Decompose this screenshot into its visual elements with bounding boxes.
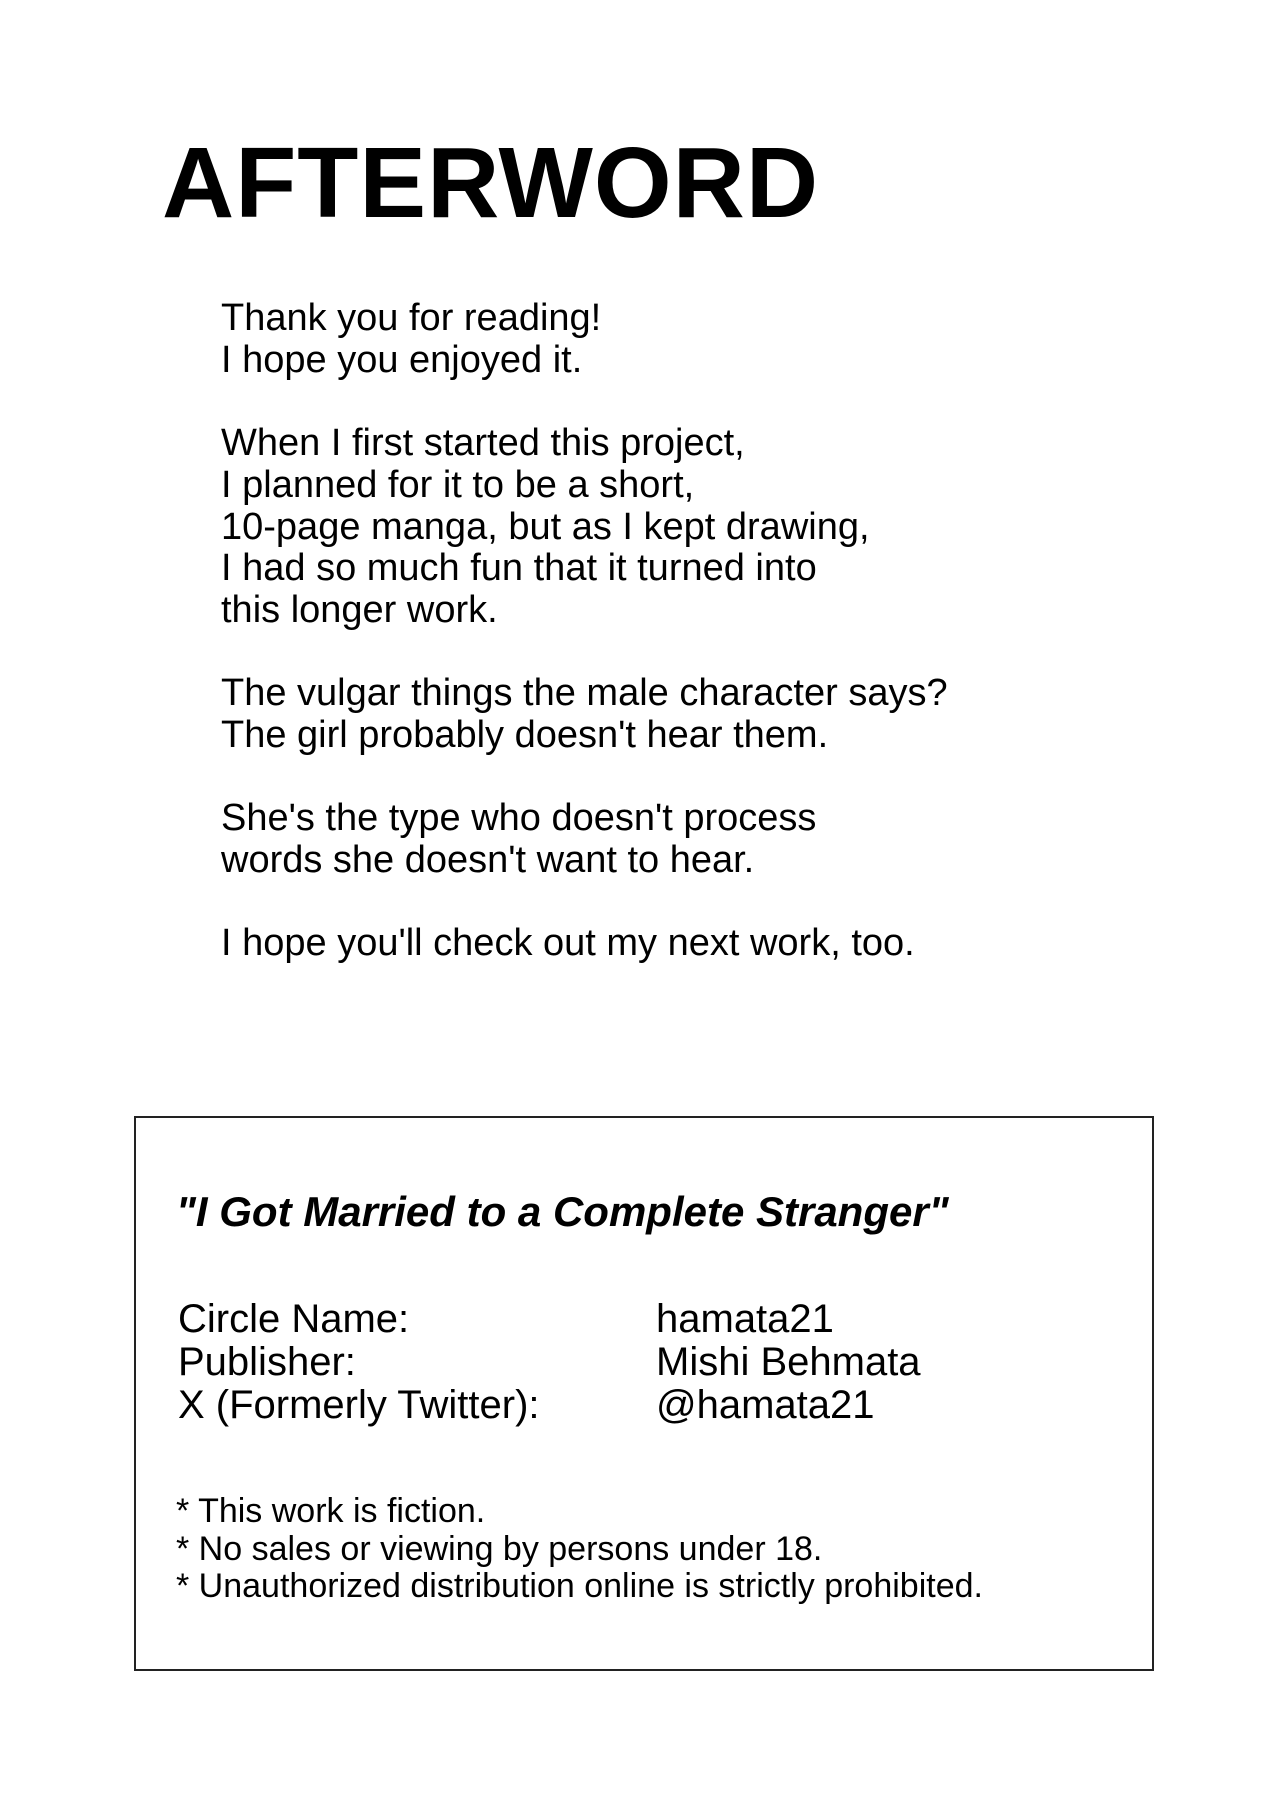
note: * This work is fiction.: [176, 1492, 486, 1530]
text-line: I had so much fun that it turned into: [221, 547, 817, 590]
text-line: this longer work.: [221, 588, 498, 631]
credit-value: @hamata21: [656, 1383, 875, 1427]
text-line: The girl probably doesn't hear them.: [221, 714, 829, 756]
credit-row: [178, 1298, 921, 1341]
text-line: I hope you'll check out my next work, too.: [221, 922, 915, 965]
text-line: When I first started this project,: [221, 422, 745, 465]
credits-box: [134, 1116, 1154, 1671]
text-line: I hope you enjoyed it.: [221, 338, 583, 381]
credit-row: [178, 1341, 921, 1384]
credit-row: [178, 1384, 921, 1427]
page-heading: AFTERWORD: [162, 127, 820, 239]
paragraph: [221, 798, 948, 881]
work-title: "I Got Married to a Complete Stranger": [176, 1188, 949, 1235]
text-line: The vulgar things the male character says?: [221, 672, 948, 715]
afterword-body: [221, 298, 948, 1007]
notes: [176, 1493, 983, 1606]
paragraph: [221, 923, 948, 965]
credit-label: X (Formerly Twitter):: [178, 1383, 540, 1427]
text-line: words she doesn't want to hear.: [221, 839, 755, 882]
paragraph: [221, 673, 948, 756]
credit-label: Circle Name:: [178, 1297, 410, 1341]
credit-label: Publisher:: [178, 1340, 356, 1384]
paragraph: [221, 298, 948, 381]
note: * Unauthorized distribution online is strictly prohibited.: [176, 1567, 983, 1605]
text-line: I planned for it to be a short,: [221, 463, 695, 506]
note: * No sales or viewing by persons under 18.: [176, 1529, 823, 1568]
credits-info: [178, 1298, 921, 1427]
text-line: Thank you for reading!: [221, 297, 602, 339]
paragraph: [221, 423, 948, 632]
credit-value: hamata21: [656, 1297, 834, 1341]
text-line: She's the type who doesn't process: [221, 797, 817, 840]
credit-value: Mishi Behmata: [656, 1340, 921, 1384]
text-line: 10-page manga, but as I kept drawing,: [221, 505, 870, 548]
